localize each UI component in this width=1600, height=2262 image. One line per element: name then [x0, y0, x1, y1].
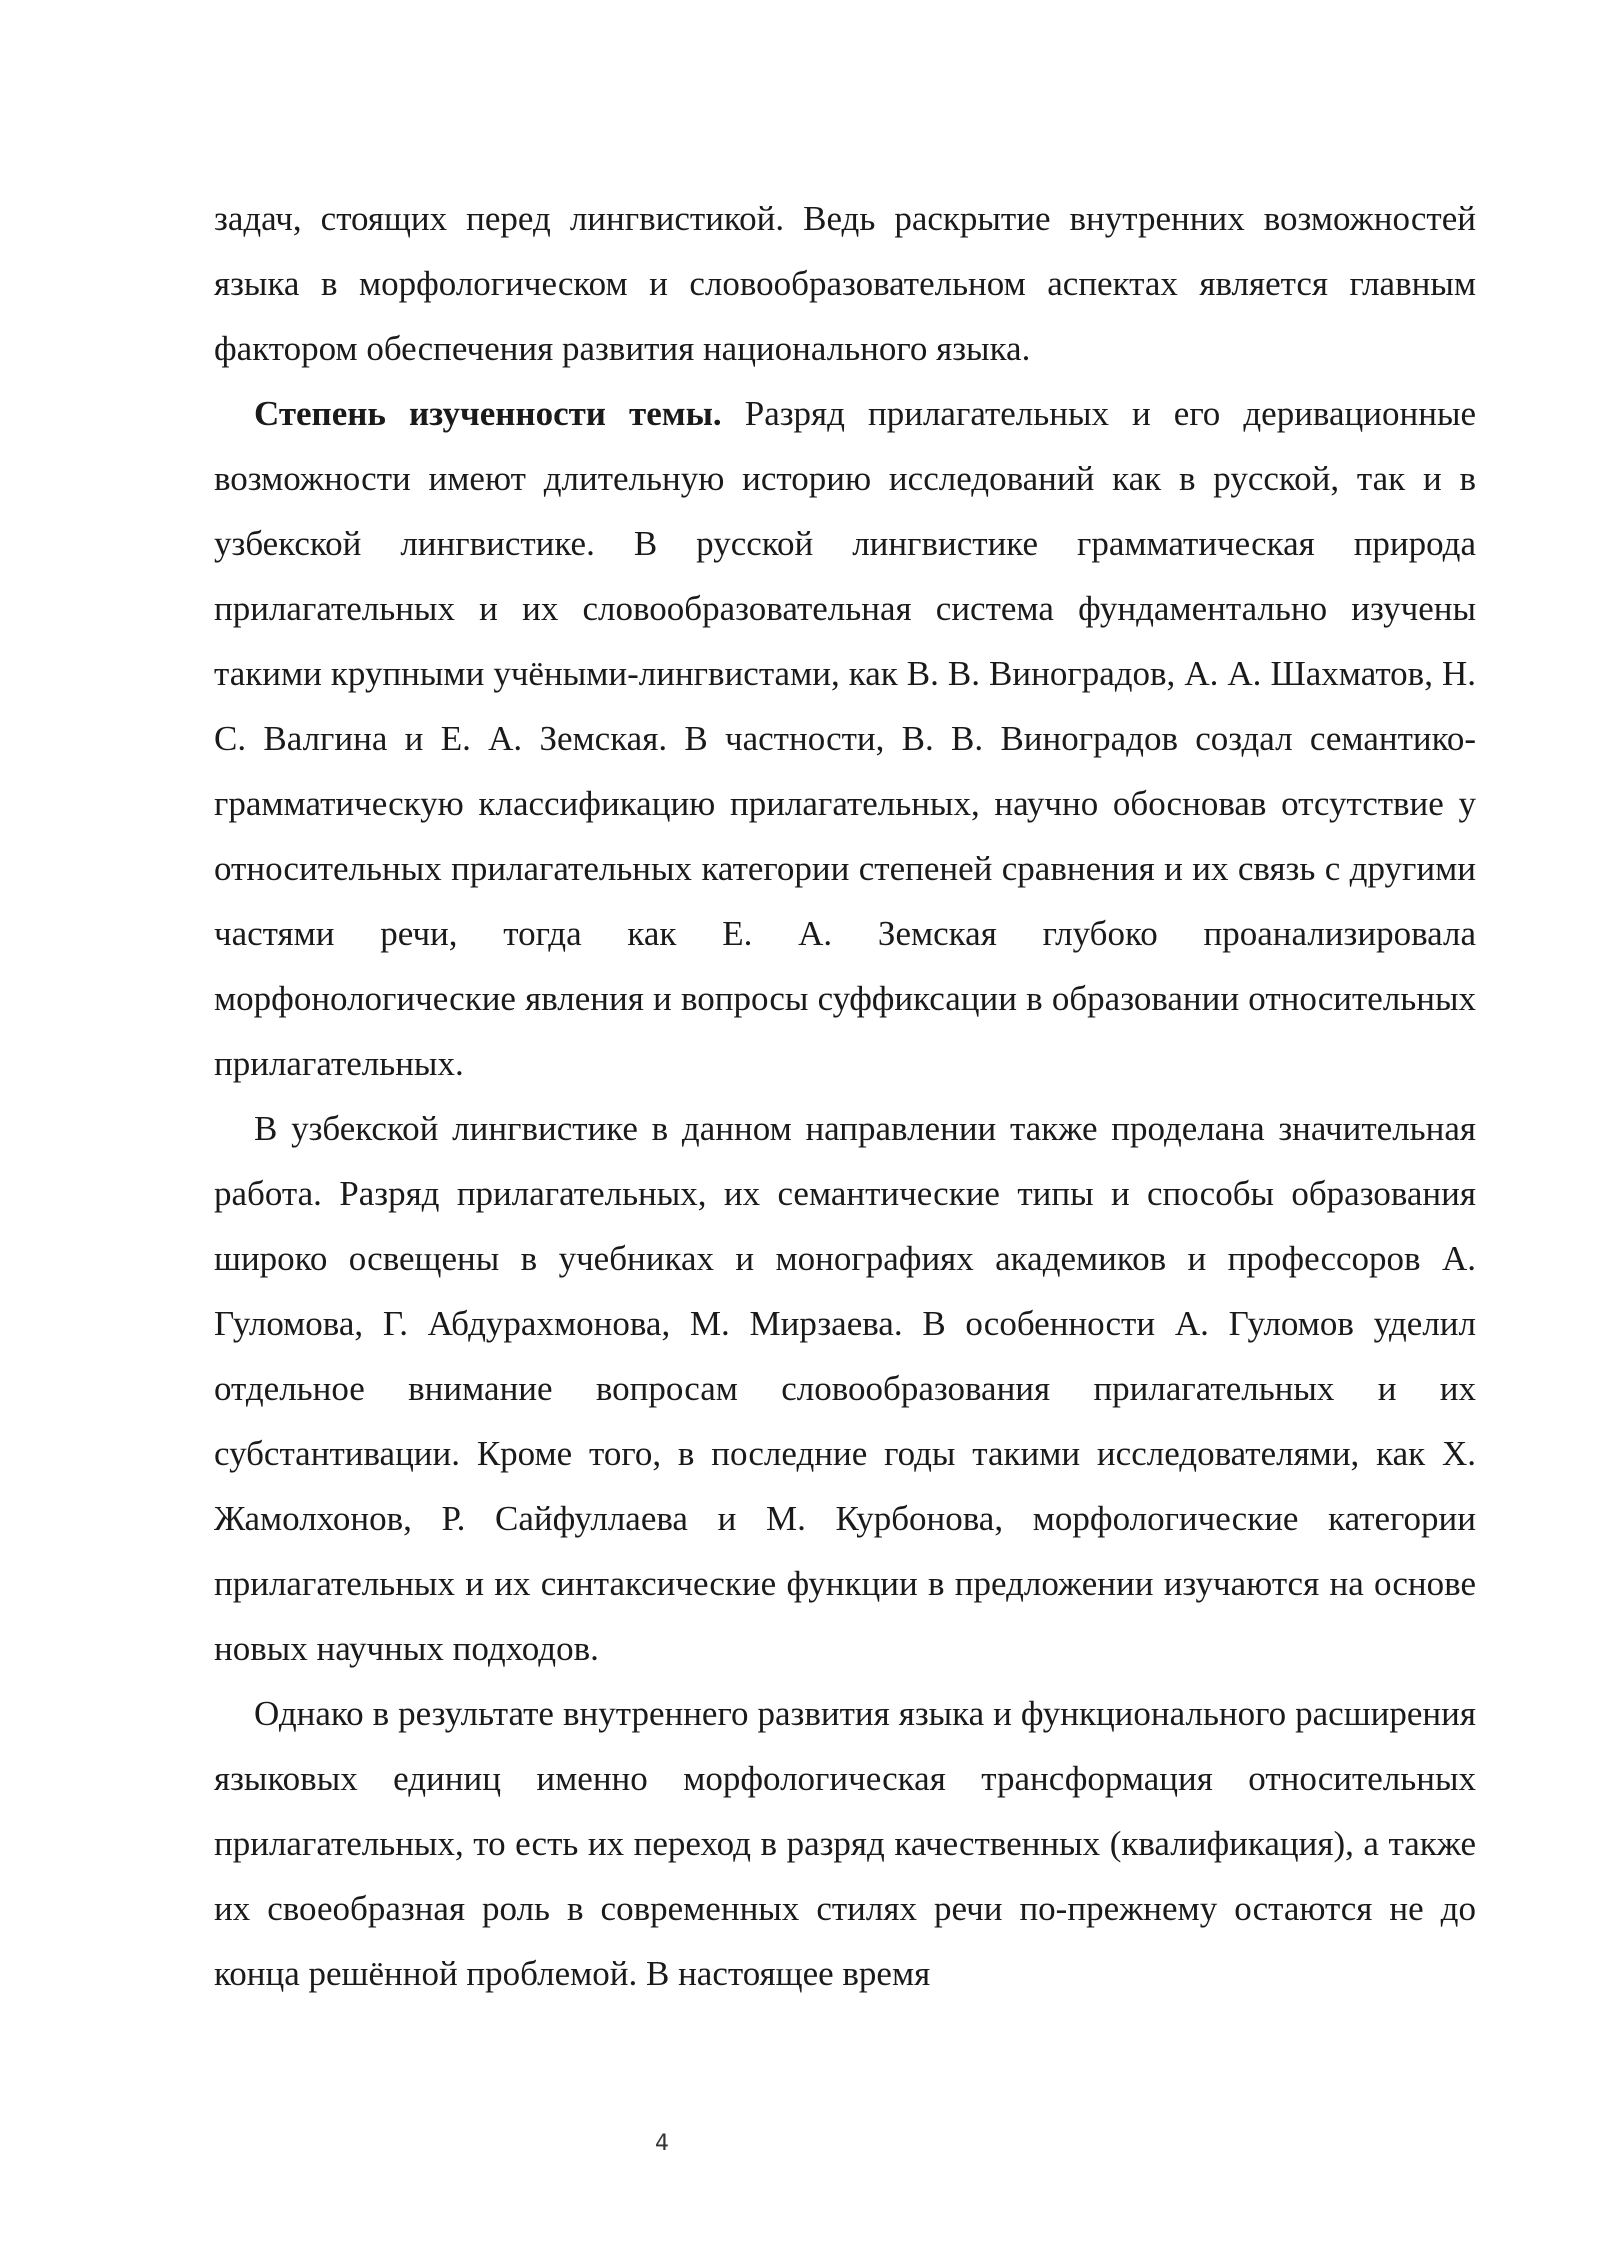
paragraph-3	[214, 1096, 1476, 1681]
body-text	[214, 186, 1476, 2006]
paragraph-2	[214, 381, 1476, 1096]
paragraph-2-heading: Степень изученности темы.	[254, 394, 722, 433]
paragraph-1-text: задач, стоящих перед лингвистикой. Ведь раскрытие внутренних возможностей языка в морфологическом и словообразовательном аспектах является главным фактором обеспечения развития национального языка.	[214, 199, 1476, 368]
paragraph-4-text: Однако в результате внутреннего развития языка и функционального расширения языковых единиц именно морфологическая трансформация относительных прилагательных, то есть их переход в разряд качественных (квалификация), а также их своеобразная роль в современных стилях речи по-прежнему остаются не до конца решённой проблемой. В настоящее время	[214, 1694, 1476, 1993]
paragraph-3-text: В узбекской лингвистике в данном направлении также проделана значительная работа. Разряд прилагательных, их семантические типы и способы образования широко освещены в учебниках и монографиях академиков и профессоров А. Гуломова, Г. Абдурахмонова, М. Мирзаева. В особенности А. Гуломов уделил отдельное внимание вопросам словообразования прилагательных и их субстантивации. Кроме того, в последние годы такими исследователями, как Х. Жамолхонов, Р. Сайфуллаева и М. Курбонова, морфологические категории прилагательных и их синтаксические функции в предложении изучаются на основе новых научных подходов.	[214, 1109, 1476, 1668]
page-number: 4	[655, 2131, 669, 2156]
paragraph-1	[214, 186, 1476, 381]
paragraph-4	[214, 1681, 1476, 2006]
paragraph-2-text: Разряд прилагательных и его деривационные возможности имеют длительную историю исследований как в русской, так и в узбекской лингвистике. В русской лингвистике грамматическая природа прилагательных и их словообразовательная система фундаментально изучены такими крупными учёными-лингвистами, как В. В. Виноградов, А. А. Шахматов, Н. С. Валгина и Е. А. Земская. В частности, В. В. Виноградов создал семантико-грамматическую классификацию прилагательных, научно обосновав отсутствие у относительных прилагательных категории степеней сравнения и их связь с другими частями речи, тогда как Е. А. Земская глубоко проанализировала морфонологические явления и вопросы суффиксации в образовании относительных прилагательных.	[214, 394, 1477, 1083]
